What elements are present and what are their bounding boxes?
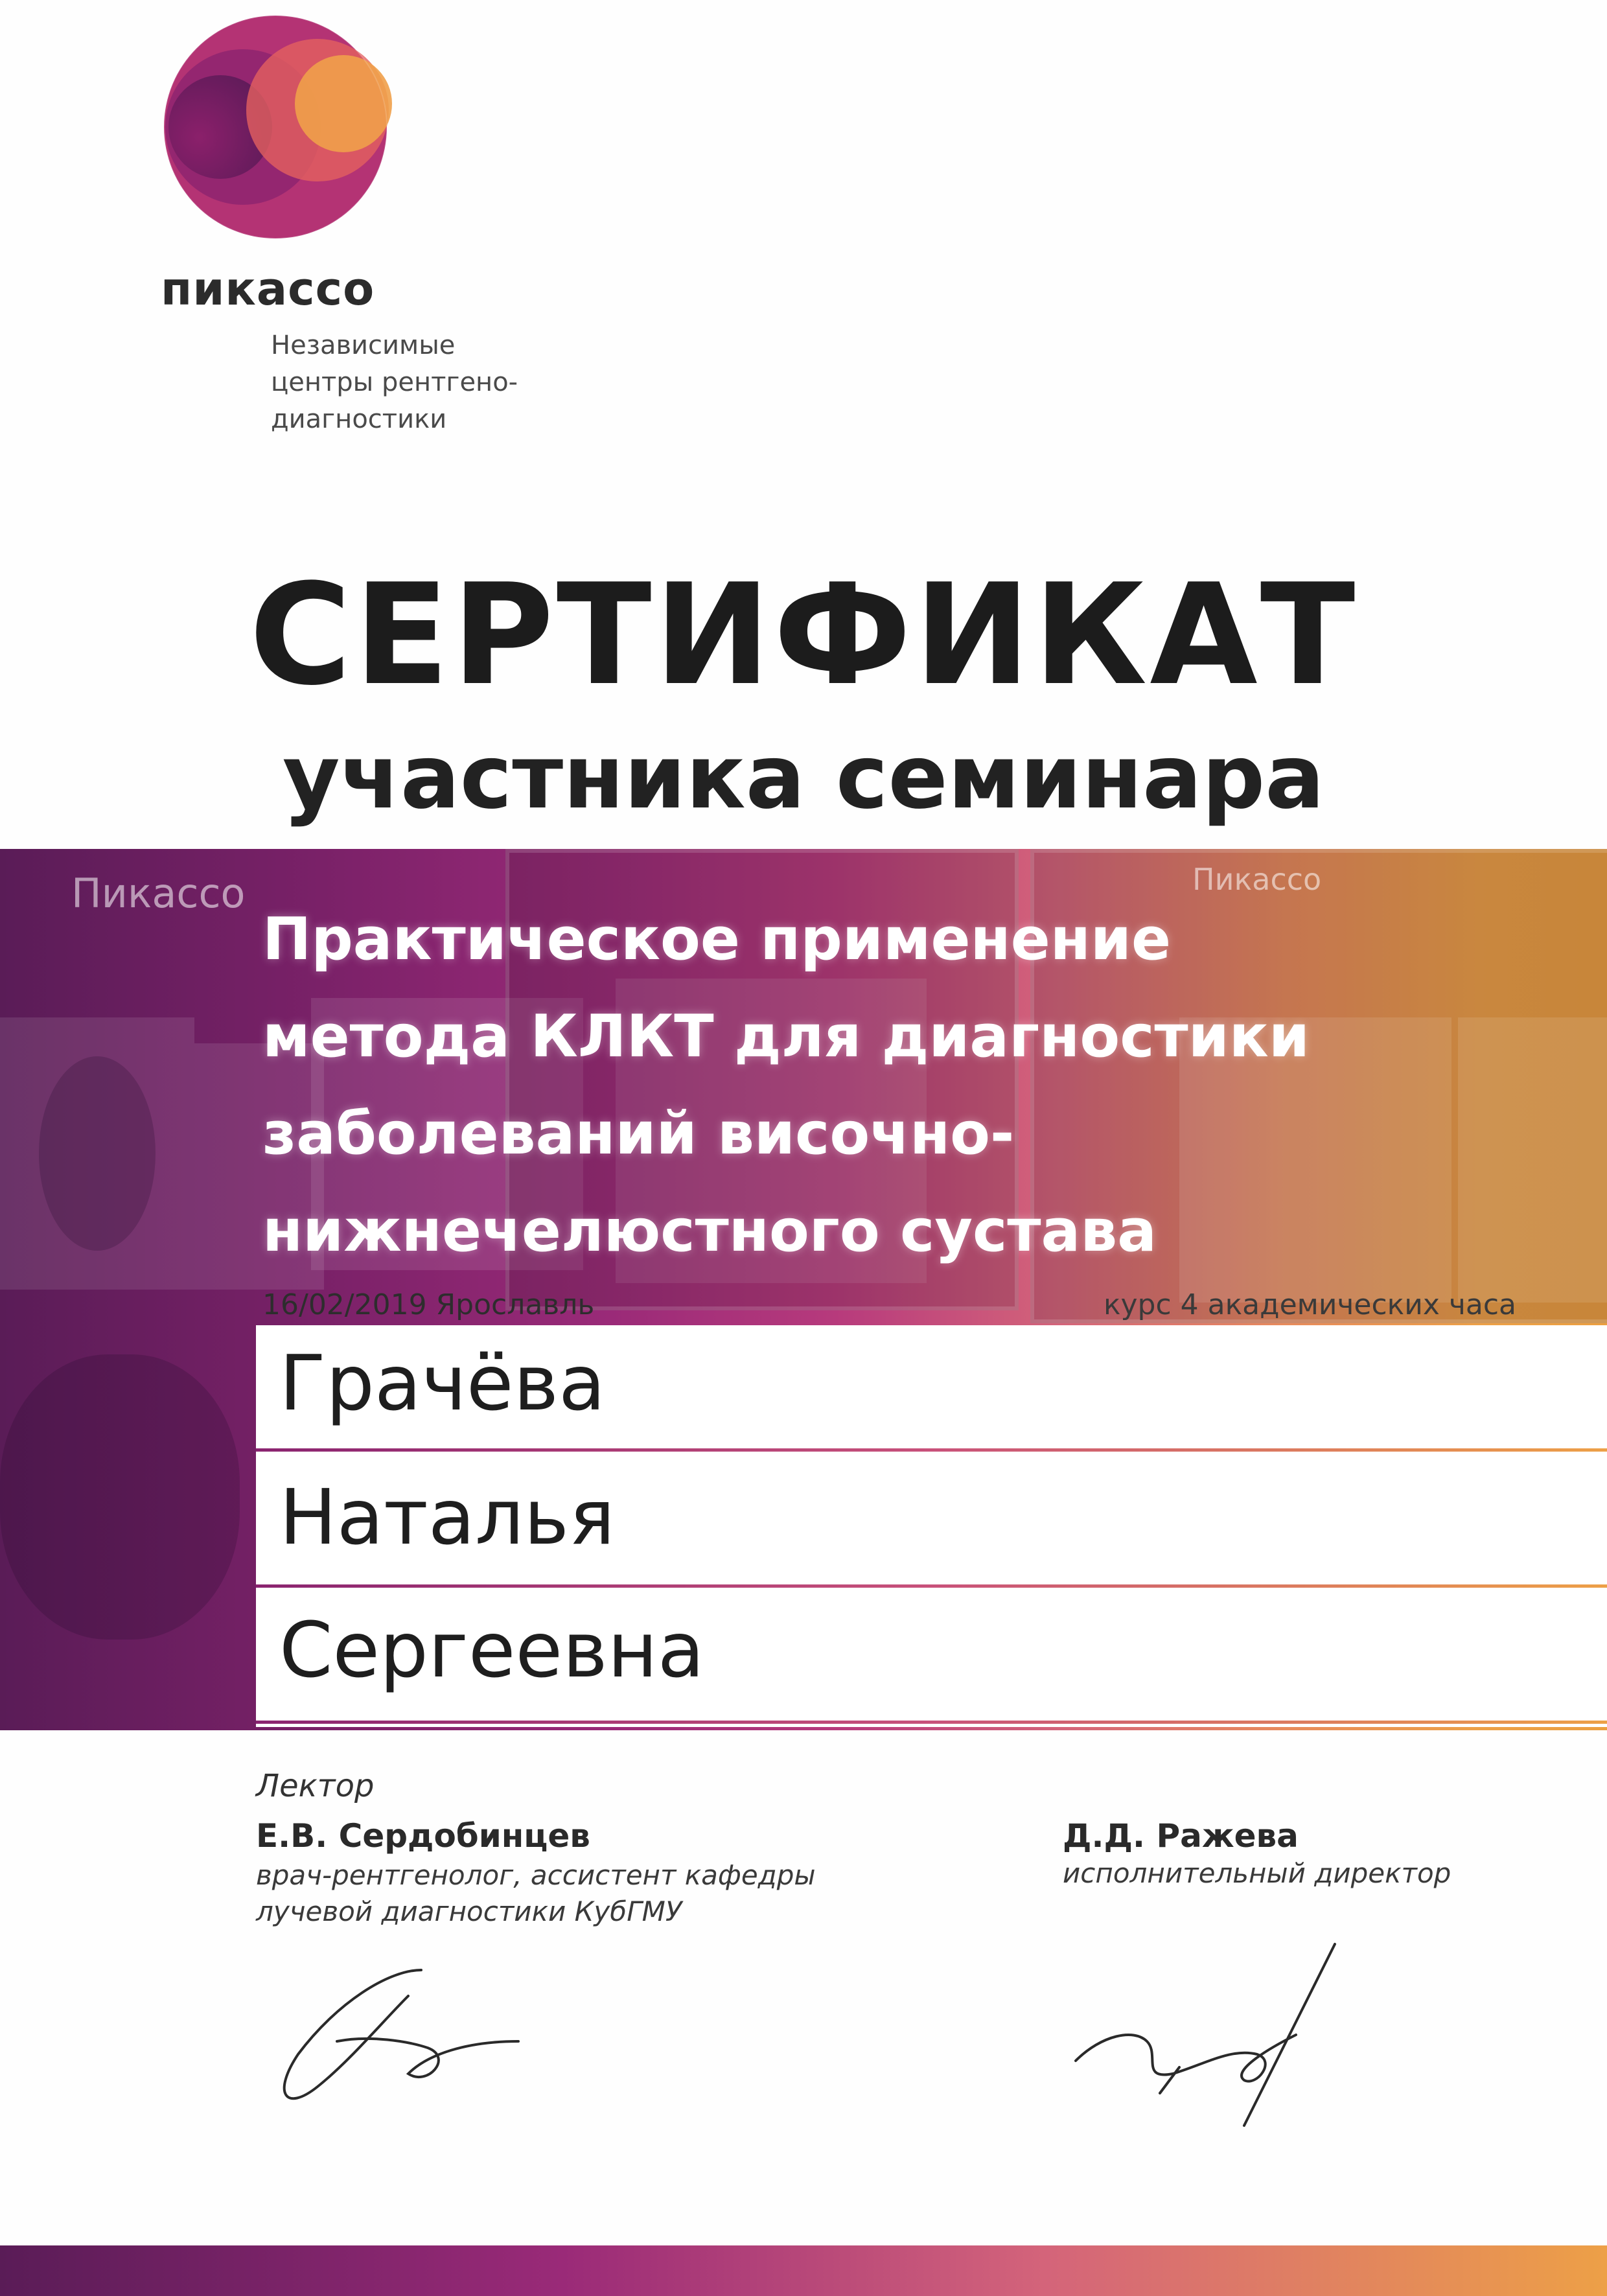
ct-scan-image <box>0 1354 240 1640</box>
watermark-logo-right: Пикассо <box>1192 862 1322 897</box>
lecturer-position <box>256 1857 904 1930</box>
course-title-line-2: метода КЛКТ для диагностики <box>262 1003 1310 1071</box>
lecturer-position-line-2: лучевой диагностики КубГМУ <box>256 1896 682 1927</box>
lecturer-role-label: Лектор <box>256 1768 375 1804</box>
tagline-line-3: диагностики <box>271 404 447 434</box>
director-position: исполнительный директор <box>1063 1857 1451 1889</box>
course-title-line-4: нижнечелюстного сустава <box>262 1197 1157 1265</box>
picasso-logo-icon <box>159 13 392 241</box>
lecturer-signature <box>259 1944 544 2126</box>
brand-tagline <box>271 327 518 438</box>
course-title-line-1: Практическое применение <box>262 905 1172 973</box>
bottom-decorative-strip <box>0 2245 1607 2296</box>
tagline-line-2: центры рентгено- <box>271 367 518 397</box>
divider-line <box>256 1448 1607 1452</box>
certificate-title: СЕРТИФИКАТ <box>249 553 1358 716</box>
course-title <box>262 891 1532 1280</box>
ct-scan-image <box>39 1056 156 1251</box>
participant-name-box <box>256 1325 1607 1727</box>
certificate-subtitle: участника семинара <box>282 726 1325 829</box>
date-location: 16/02/2019 Ярославль <box>262 1288 595 1321</box>
divider-line <box>256 1721 1607 1724</box>
course-title-line-3: заболеваний височно- <box>262 1100 1015 1168</box>
lecturer-name: Е.В. Сердобинцев <box>256 1817 590 1855</box>
director-signature <box>1063 1931 1354 2132</box>
course-hours: курс 4 академических часа <box>1103 1288 1516 1321</box>
lecturer-position-line-1: врач-рентгенолог, ассистент кафедры <box>256 1859 816 1891</box>
participant-first-name: Наталья <box>279 1472 616 1562</box>
director-name: Д.Д. Ражева <box>1063 1817 1299 1855</box>
tagline-line-1: Независимые <box>271 330 456 360</box>
watermark-logo-left: Пикассо <box>71 870 246 917</box>
divider-line <box>256 1584 1607 1588</box>
brand-name: пикассо <box>161 262 375 316</box>
participant-surname: Грачёва <box>279 1338 606 1428</box>
participant-patronymic: Сергеевна <box>279 1605 705 1695</box>
